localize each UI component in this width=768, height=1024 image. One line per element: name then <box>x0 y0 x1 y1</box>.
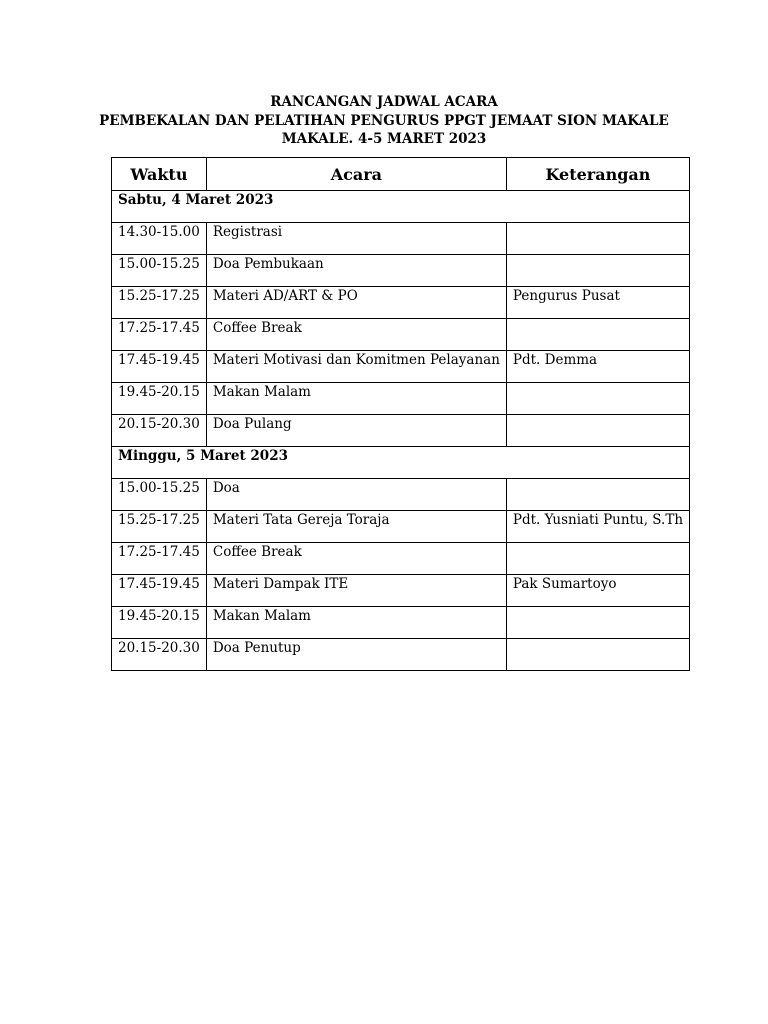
cell-waktu: 15.00-15.25 <box>112 255 207 287</box>
table-row <box>112 543 690 575</box>
cell-keterangan <box>506 607 689 639</box>
header-keterangan: Keterangan <box>506 158 689 191</box>
cell-keterangan <box>506 255 689 287</box>
table-row <box>112 223 690 255</box>
cell-waktu: 17.25-17.45 <box>112 319 207 351</box>
header-waktu: Waktu <box>112 158 207 191</box>
header-row <box>112 158 690 191</box>
cell-keterangan <box>506 383 689 415</box>
cell-keterangan <box>506 479 689 511</box>
cell-waktu: 15.00-15.25 <box>112 479 207 511</box>
cell-keterangan: Pengurus Pusat <box>506 287 689 319</box>
title-line-2: PEMBEKALAN DAN PELATIHAN PENGURUS PPGT JEMAAT SION MAKALE <box>99 112 669 129</box>
cell-acara: Doa <box>206 479 506 511</box>
table-row <box>112 255 690 287</box>
cell-acara: Doa Penutup <box>206 639 506 671</box>
cell-waktu: 15.25-17.25 <box>112 287 207 319</box>
cell-acara: Materi Dampak ITE <box>206 575 506 607</box>
schedule-table <box>111 157 690 671</box>
cell-acara: Coffee Break <box>206 319 506 351</box>
table-row <box>112 575 690 607</box>
cell-waktu: 20.15-20.30 <box>112 639 207 671</box>
cell-keterangan <box>506 415 689 447</box>
cell-waktu: 17.45-19.45 <box>112 351 207 383</box>
title-line-3: MAKALE. 4-5 MARET 2023 <box>281 131 487 147</box>
table-row <box>112 415 690 447</box>
cell-acara: Makan Malam <box>206 383 506 415</box>
cell-acara: Doa Pulang <box>206 415 506 447</box>
cell-waktu: 17.45-19.45 <box>112 575 207 607</box>
cell-acara: Coffee Break <box>206 543 506 575</box>
table-row <box>112 287 690 319</box>
cell-keterangan <box>506 543 689 575</box>
cell-acara: Makan Malam <box>206 607 506 639</box>
day-row <box>112 191 690 223</box>
cell-keterangan: Pdt. Yusniati Puntu, S.Th <box>506 511 689 543</box>
table-row <box>112 479 690 511</box>
cell-waktu: 20.15-20.30 <box>112 415 207 447</box>
table-row <box>112 383 690 415</box>
cell-keterangan <box>506 639 689 671</box>
cell-acara: Registrasi <box>206 223 506 255</box>
table-row <box>112 607 690 639</box>
cell-keterangan <box>506 319 689 351</box>
day-label: Minggu, 5 Maret 2023 <box>112 447 690 479</box>
table-row <box>112 511 690 543</box>
cell-keterangan: Pak Sumartoyo <box>506 575 689 607</box>
cell-acara: Materi AD/ART & PO <box>206 287 506 319</box>
table-row <box>112 639 690 671</box>
day-label: Sabtu, 4 Maret 2023 <box>112 191 690 223</box>
cell-acara: Doa Pembukaan <box>206 255 506 287</box>
document-title <box>0 93 768 149</box>
cell-keterangan: Pdt. Demma <box>506 351 689 383</box>
cell-waktu: 15.25-17.25 <box>112 511 207 543</box>
cell-waktu: 14.30-15.00 <box>112 223 207 255</box>
day-row <box>112 447 690 479</box>
cell-keterangan <box>506 223 689 255</box>
title-line-1: RANCANGAN JADWAL ACARA <box>270 94 498 110</box>
cell-acara: Materi Motivasi dan Komitmen Pelayanan <box>206 351 506 383</box>
cell-waktu: 17.25-17.45 <box>112 543 207 575</box>
cell-waktu: 19.45-20.15 <box>112 607 207 639</box>
header-acara: Acara <box>206 158 506 191</box>
table-row <box>112 351 690 383</box>
cell-waktu: 19.45-20.15 <box>112 383 207 415</box>
cell-acara: Materi Tata Gereja Toraja <box>206 511 506 543</box>
table-row <box>112 319 690 351</box>
